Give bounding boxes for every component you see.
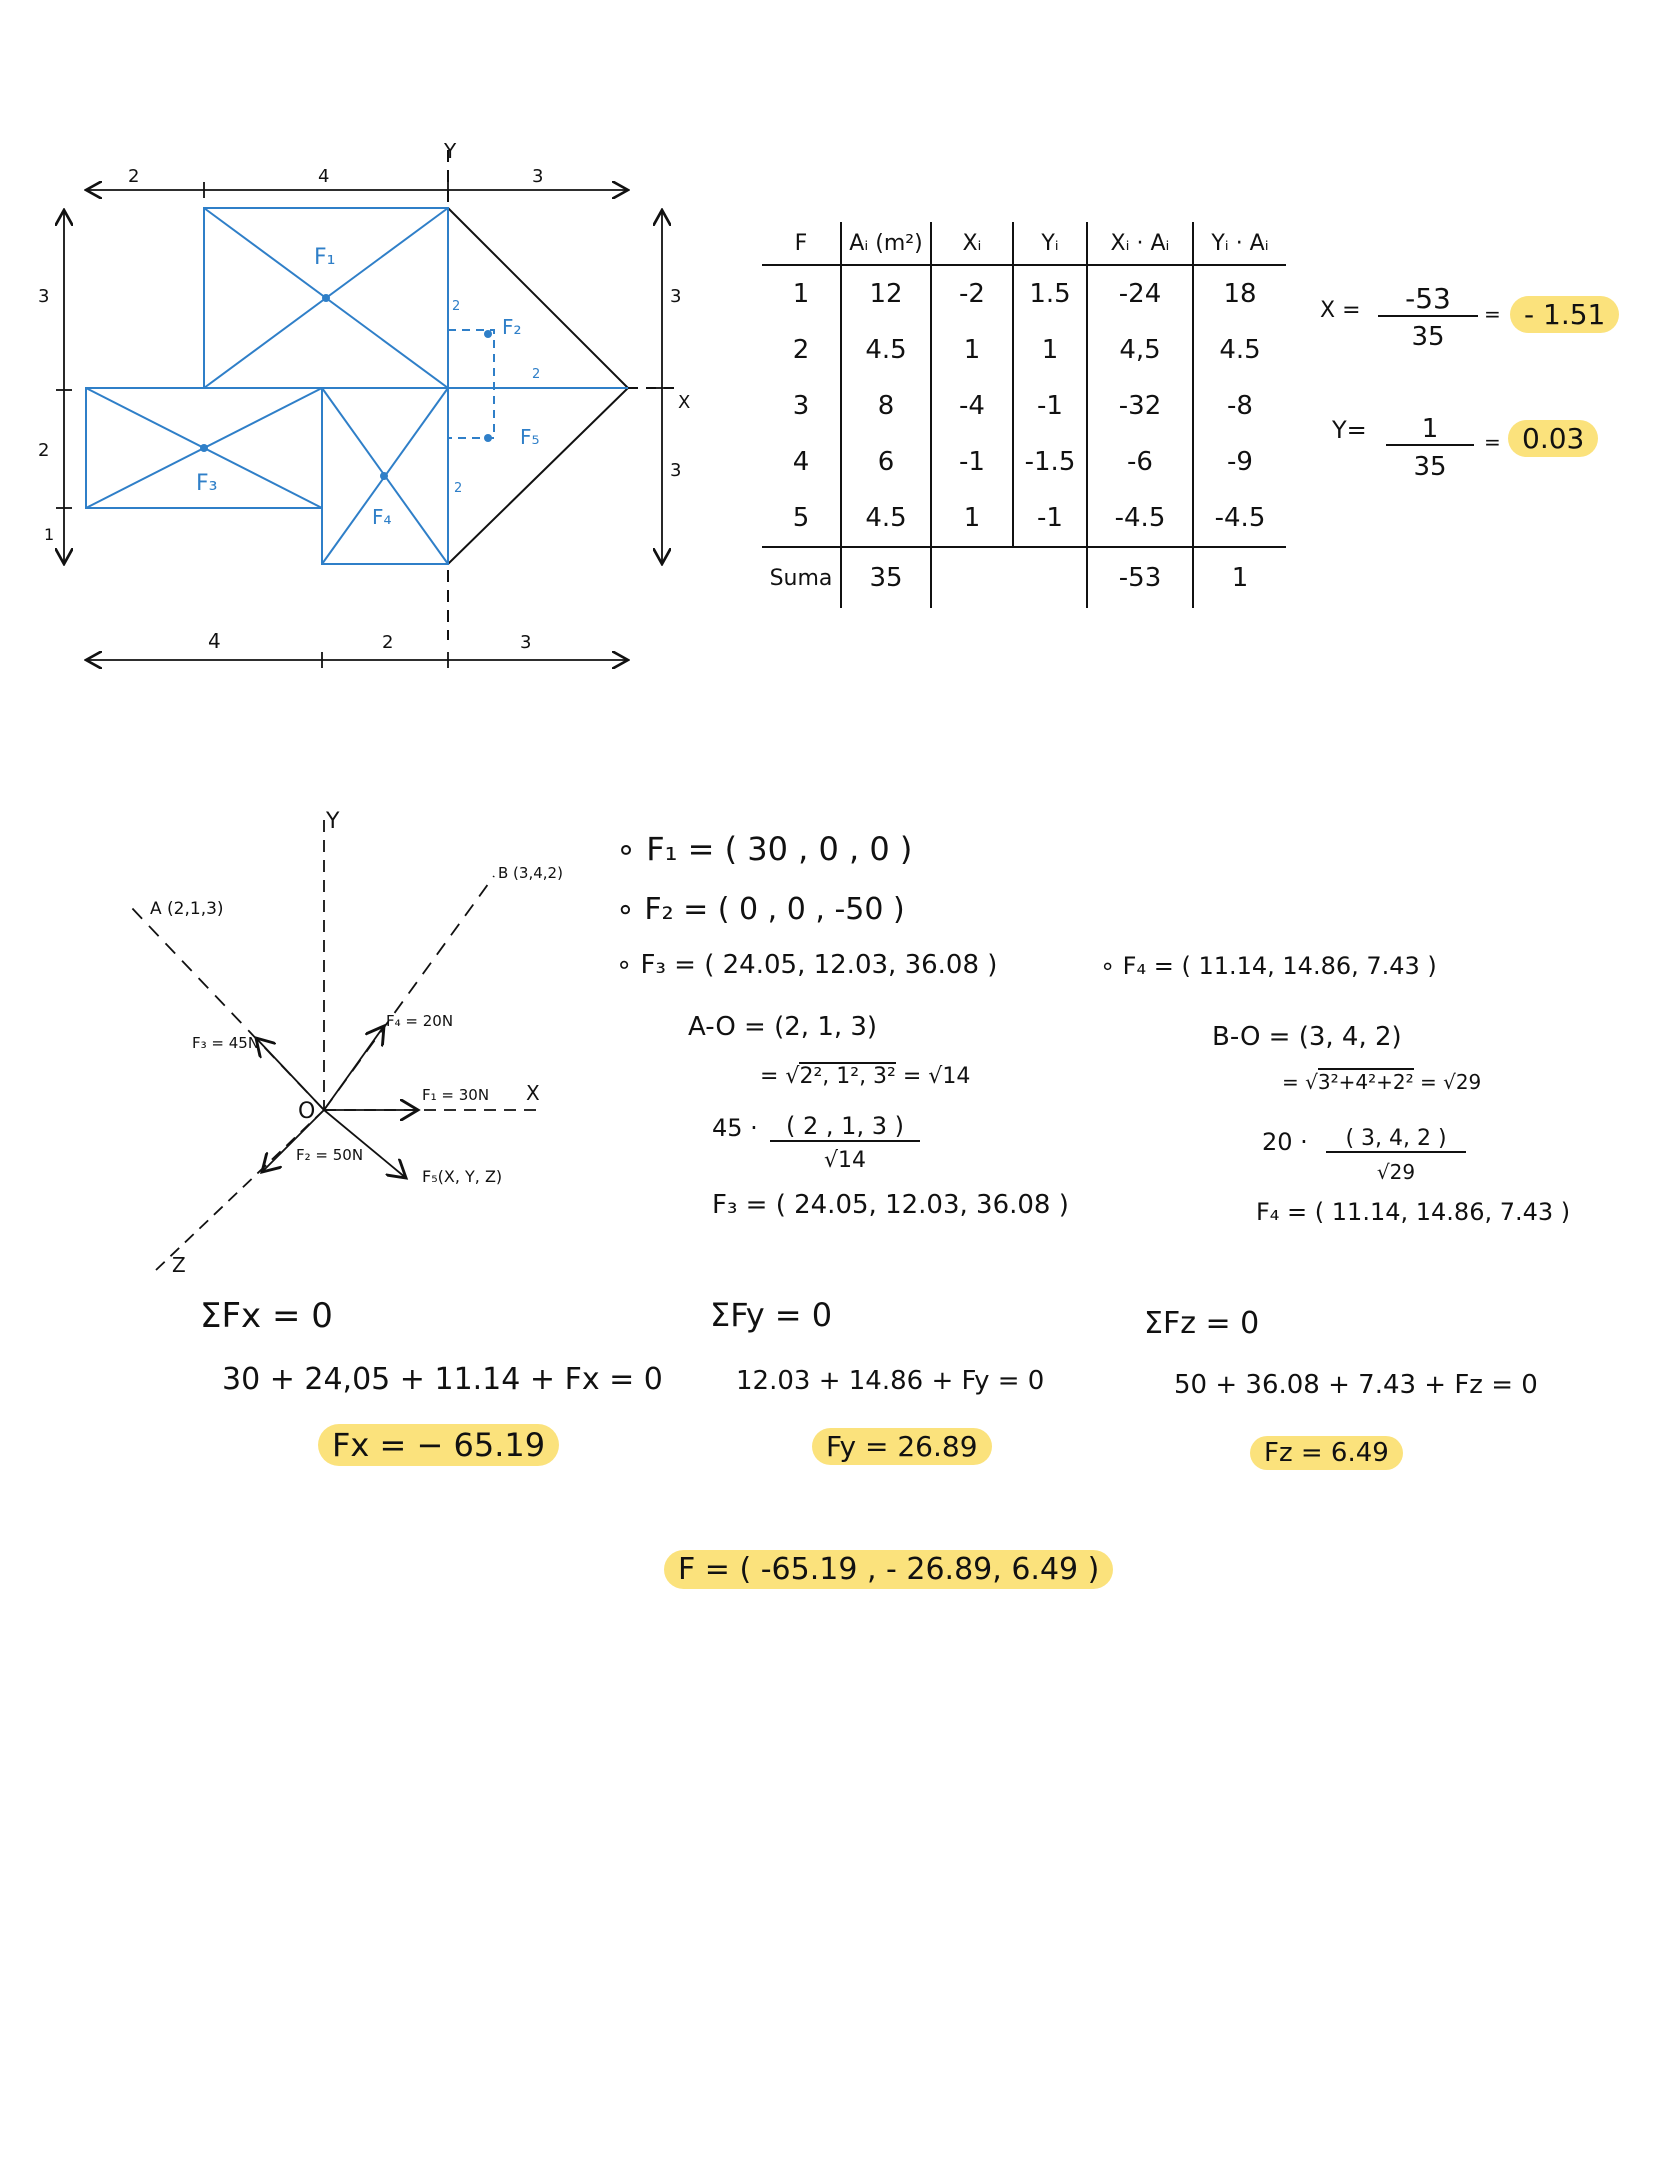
table-cell bbox=[931, 547, 1013, 608]
vector-f4: ∘ F₄ = ( 11.14, 14.86, 7.43 ) bbox=[1100, 952, 1437, 980]
table-cell: -4 bbox=[931, 378, 1013, 434]
table-cell: 1 bbox=[1193, 547, 1286, 608]
f4-calc-prefix: 20 · bbox=[1262, 1128, 1308, 1156]
f4-label: F₄ = 20N bbox=[386, 1012, 454, 1030]
inner-dim-3: 2 bbox=[454, 481, 463, 496]
ao-magnitude bbox=[760, 1064, 970, 1089]
table-cell: 2 bbox=[792, 335, 810, 365]
header-cell: Xᵢ bbox=[931, 222, 1013, 265]
y-label: Y= bbox=[1332, 416, 1367, 444]
table-cell: -1 bbox=[1013, 490, 1087, 547]
axis-y-label: Y bbox=[326, 810, 340, 834]
x-numerator: -53 bbox=[1378, 282, 1478, 317]
dim-bottom-3: 3 bbox=[520, 632, 532, 653]
table-cell: 12 bbox=[841, 265, 931, 322]
y-denominator: 35 bbox=[1413, 452, 1447, 482]
dim-right-2: 3 bbox=[670, 460, 682, 481]
bo-magnitude-result: = √29 bbox=[1419, 1070, 1482, 1094]
fz-result: Fz = 6.49 bbox=[1250, 1436, 1403, 1470]
inner-dim-2: 2 bbox=[532, 367, 541, 382]
table-cell: 5 bbox=[792, 503, 810, 533]
dim-left-3: 1 bbox=[44, 525, 55, 544]
table-cell: 1 bbox=[931, 490, 1013, 547]
inner-dim-1: 2 bbox=[452, 299, 461, 314]
ao-magnitude-result: = √14 bbox=[902, 1064, 971, 1089]
vector-f2: ∘ F₂ = ( 0 , 0 , -50 ) bbox=[616, 892, 905, 927]
y-equals: = bbox=[1484, 430, 1501, 454]
vector-f3: ∘ F₃ = ( 24.05, 12.03, 36.08 ) bbox=[616, 950, 998, 980]
f4-calc-denominator: √29 bbox=[1376, 1160, 1416, 1184]
table-cell: 6 bbox=[841, 434, 931, 490]
table-cell: 4.5 bbox=[1193, 322, 1286, 378]
header-cell: Yᵢ bbox=[1013, 222, 1087, 265]
fx-result: Fx = − 65.19 bbox=[318, 1424, 559, 1466]
table-cell: -4.5 bbox=[1087, 490, 1193, 547]
f4-calc-numerator: ( 3, 4, 2 ) bbox=[1326, 1126, 1466, 1153]
axis-x-label: X bbox=[678, 392, 691, 413]
dim-bottom-1: 4 bbox=[208, 629, 221, 653]
f1-label: F₁ = 30N bbox=[422, 1086, 490, 1104]
table-cell: 3 bbox=[792, 391, 810, 421]
table-cell: -24 bbox=[1087, 265, 1193, 322]
table-cell: 4,5 bbox=[1087, 322, 1193, 378]
table-row bbox=[762, 265, 1286, 322]
table-cell: 35 bbox=[841, 547, 931, 608]
sum-fy-equation: 12.03 + 14.86 + Fy = 0 bbox=[736, 1366, 1045, 1396]
dim-right-1: 3 bbox=[670, 286, 682, 307]
f3-calc-prefix: 45 · bbox=[712, 1114, 758, 1142]
table-cell: 1 bbox=[1013, 322, 1087, 378]
table-row bbox=[762, 378, 1286, 434]
x-equals: = bbox=[1484, 302, 1501, 326]
table-cell: Suma bbox=[762, 547, 841, 608]
table-cell: -2 bbox=[931, 265, 1013, 322]
bo-magnitude bbox=[1282, 1070, 1481, 1094]
table-cell: -8 bbox=[1193, 378, 1286, 434]
sum-fy-heading: ΣFy = 0 bbox=[710, 1296, 833, 1334]
x-result: - 1.51 bbox=[1510, 296, 1619, 333]
b-minus-o: B-O = (3, 4, 2) bbox=[1212, 1022, 1402, 1052]
sum-fx-equation: 30 + 24,05 + 11.14 + Fx = 0 bbox=[222, 1362, 663, 1397]
table-cell: 8 bbox=[841, 378, 931, 434]
axis-z-label: Z bbox=[172, 1253, 186, 1277]
final-force-result: F = ( -65.19 , - 26.89, 6.49 ) bbox=[664, 1550, 1113, 1589]
bo-magnitude-radicand: 3²+4²+2² bbox=[1317, 1070, 1414, 1094]
x-label: X = bbox=[1320, 298, 1361, 323]
axis-y-label: Y bbox=[444, 140, 457, 163]
f5-label: F₅(X, Y, Z) bbox=[422, 1167, 503, 1186]
table-cell: -32 bbox=[1087, 378, 1193, 434]
table-cell: -53 bbox=[1087, 547, 1193, 608]
table-cell: -4.5 bbox=[1193, 490, 1286, 547]
point-b-label: B (3,4,2) bbox=[498, 864, 563, 882]
dim-top-1: 2 bbox=[128, 166, 140, 187]
dim-top-3: 3 bbox=[532, 166, 544, 187]
table-cell: 1 bbox=[931, 322, 1013, 378]
table-cell: -9 bbox=[1193, 434, 1286, 490]
header-cell: Xᵢ · Aᵢ bbox=[1087, 222, 1193, 265]
label-f5: F₅ bbox=[520, 425, 540, 449]
f3-result: F₃ = ( 24.05, 12.03, 36.08 ) bbox=[712, 1190, 1069, 1220]
table-cell: 1.5 bbox=[1013, 265, 1087, 322]
sum-fz-equation: 50 + 36.08 + 7.43 + Fz = 0 bbox=[1174, 1370, 1538, 1400]
label-f3: F₃ bbox=[196, 471, 218, 496]
table-cell: 18 bbox=[1193, 265, 1286, 322]
table-cell: 1 bbox=[792, 279, 810, 309]
axis-x-label: X bbox=[526, 1081, 540, 1105]
label-f4: F₄ bbox=[372, 505, 392, 529]
table-cell: 4 bbox=[792, 447, 810, 477]
bo-magnitude-prefix: = √ bbox=[1282, 1070, 1318, 1094]
dim-bottom-2: 2 bbox=[382, 632, 394, 653]
header-cell: Aᵢ (m²) bbox=[841, 222, 931, 265]
dim-left-2: 2 bbox=[38, 440, 50, 461]
fy-result: Fy = 26.89 bbox=[812, 1428, 992, 1465]
header-cell: F bbox=[762, 222, 841, 265]
f2-label: F₂ = 50N bbox=[296, 1146, 364, 1164]
composite-area-figure bbox=[20, 140, 740, 820]
table-cell: -1.5 bbox=[1013, 434, 1087, 490]
f3-calc-numerator: ( 2 , 1, 3 ) bbox=[770, 1112, 920, 1142]
table-sum-row bbox=[762, 547, 1286, 608]
dim-top-2: 4 bbox=[318, 166, 330, 187]
f4-result: F₄ = ( 11.14, 14.86, 7.43 ) bbox=[1256, 1198, 1571, 1226]
table-cell: -6 bbox=[1087, 434, 1193, 490]
table-cell: 4.5 bbox=[841, 322, 931, 378]
table-row bbox=[762, 322, 1286, 378]
f3-calc-denominator: √14 bbox=[823, 1148, 866, 1173]
force-system-figure bbox=[120, 810, 640, 1290]
header-cell: Yᵢ · Aᵢ bbox=[1193, 222, 1286, 265]
ao-magnitude-prefix: = √ bbox=[760, 1064, 800, 1089]
table-cell: 4.5 bbox=[841, 490, 931, 547]
table-cell: -1 bbox=[1013, 378, 1087, 434]
point-a-label: A (2,1,3) bbox=[150, 899, 224, 919]
table-header-row bbox=[762, 222, 1286, 265]
sum-fz-heading: ΣFz = 0 bbox=[1144, 1306, 1260, 1341]
vector-f1: ∘ F₁ = ( 30 , 0 , 0 ) bbox=[616, 830, 913, 868]
ao-magnitude-radicand: 2², 1², 3² bbox=[799, 1064, 896, 1089]
sum-fx-heading: ΣFx = 0 bbox=[200, 1296, 333, 1336]
table-row bbox=[762, 490, 1286, 547]
y-numerator: 1 bbox=[1386, 414, 1474, 446]
table-row bbox=[762, 434, 1286, 490]
table-cell bbox=[1013, 547, 1087, 608]
origin-label: O bbox=[298, 1099, 316, 1124]
table-cell: -1 bbox=[931, 434, 1013, 490]
x-denominator: 35 bbox=[1411, 322, 1445, 352]
centroid-table bbox=[762, 222, 1286, 608]
f3-label: F₃ = 45N bbox=[192, 1034, 260, 1052]
label-f2: F₂ bbox=[502, 315, 522, 339]
y-result: 0.03 bbox=[1508, 420, 1598, 457]
a-minus-o: A-O = (2, 1, 3) bbox=[688, 1012, 878, 1042]
label-f1: F₁ bbox=[314, 245, 336, 270]
dim-left-1: 3 bbox=[38, 286, 50, 307]
